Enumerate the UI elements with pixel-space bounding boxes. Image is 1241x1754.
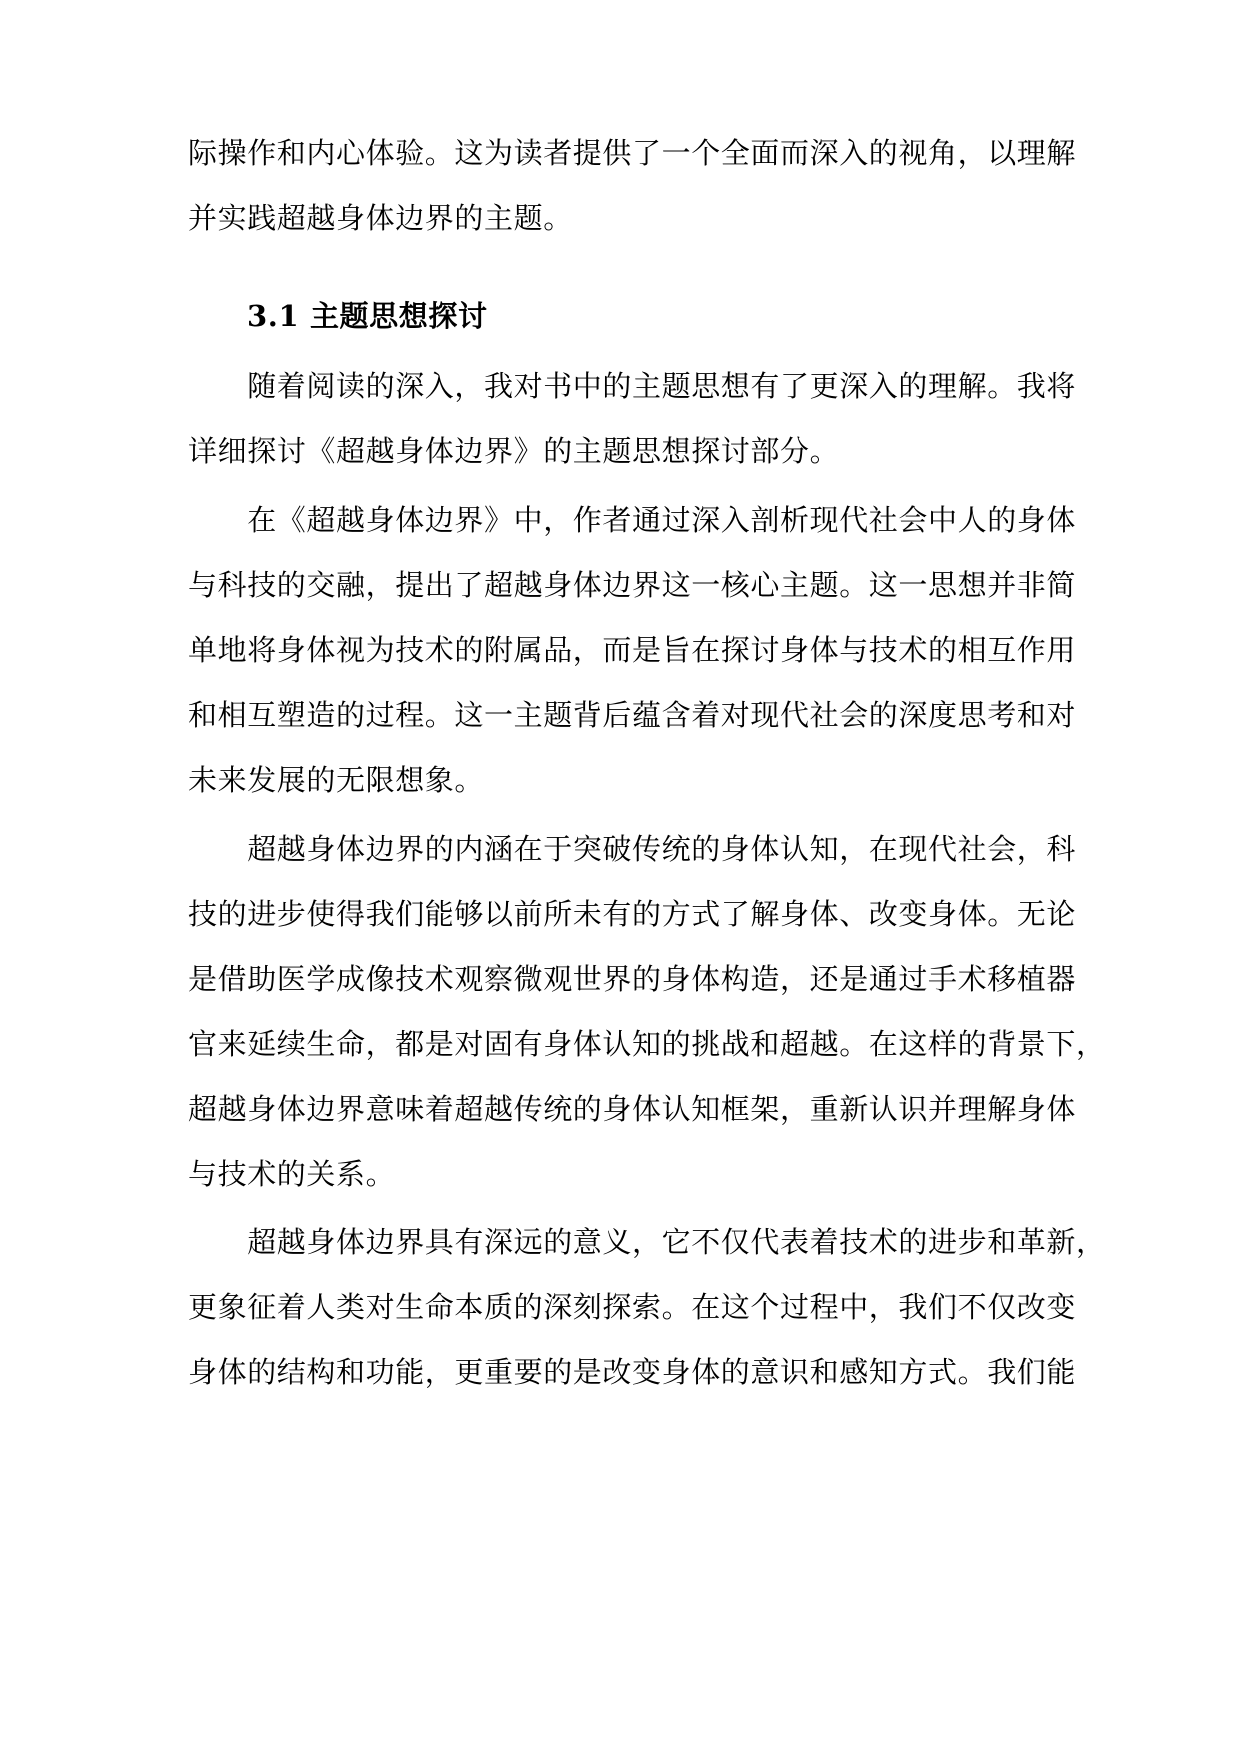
paragraph-line: 详细探讨《超越身体边界》的主题思想探讨部分。 xyxy=(188,434,840,468)
paragraph-line: 技的进步使得我们能够以前所未有的方式了解身体、改变身体。无论 xyxy=(188,897,1077,931)
paragraph-line: 超越身体边界意味着超越传统的身体认知框架，重新认识并理解身体 xyxy=(188,1092,1077,1126)
paragraph-line: 官来延续生命，都是对固有身体认知的挑战和超越。在这样的背景下， xyxy=(188,1027,1106,1061)
paragraph-line: 在《超越身体边界》中，作者通过深入剖析现代社会中人的身体 xyxy=(188,503,1077,537)
paragraph-line: 超越身体边界的内涵在于突破传统的身体认知，在现代社会，科 xyxy=(188,832,1077,866)
paragraph-line: 身体的结构和功能，更重要的是改变身体的意识和感知方式。我们能 xyxy=(188,1355,1077,1389)
paragraph-line: 和相互塑造的过程。这一主题背后蕴含着对现代社会的深度思考和对 xyxy=(188,698,1077,732)
paragraph-line: 超越身体边界具有深远的意义，它不仅代表着技术的进步和革新， xyxy=(188,1225,1106,1259)
paragraph-line: 与技术的关系。 xyxy=(188,1157,396,1191)
paragraph-line: 是借助医学成像技术观察微观世界的身体构造，还是通过手术移植器 xyxy=(188,962,1077,996)
paragraph-line: 单地将身体视为技术的附属品，而是旨在探讨身体与技术的相互作用 xyxy=(188,633,1077,667)
intro-line: 际操作和内心体验。这为读者提供了一个全面而深入的视角，以理解 xyxy=(188,136,1077,170)
section-heading: 3.1 主题思想探讨 xyxy=(247,299,488,333)
paragraph-line: 更象征着人类对生命本质的深刻探索。在这个过程中，我们不仅改变 xyxy=(188,1290,1077,1324)
paragraph-line: 随着阅读的深入，我对书中的主题思想有了更深入的理解。我将 xyxy=(188,369,1077,403)
intro-line: 并实践超越身体边界的主题。 xyxy=(188,201,573,235)
paragraph-line: 未来发展的无限想象。 xyxy=(188,763,485,797)
paragraph-line: 与科技的交融，提出了超越身体边界这一核心主题。这一思想并非简 xyxy=(188,568,1077,602)
